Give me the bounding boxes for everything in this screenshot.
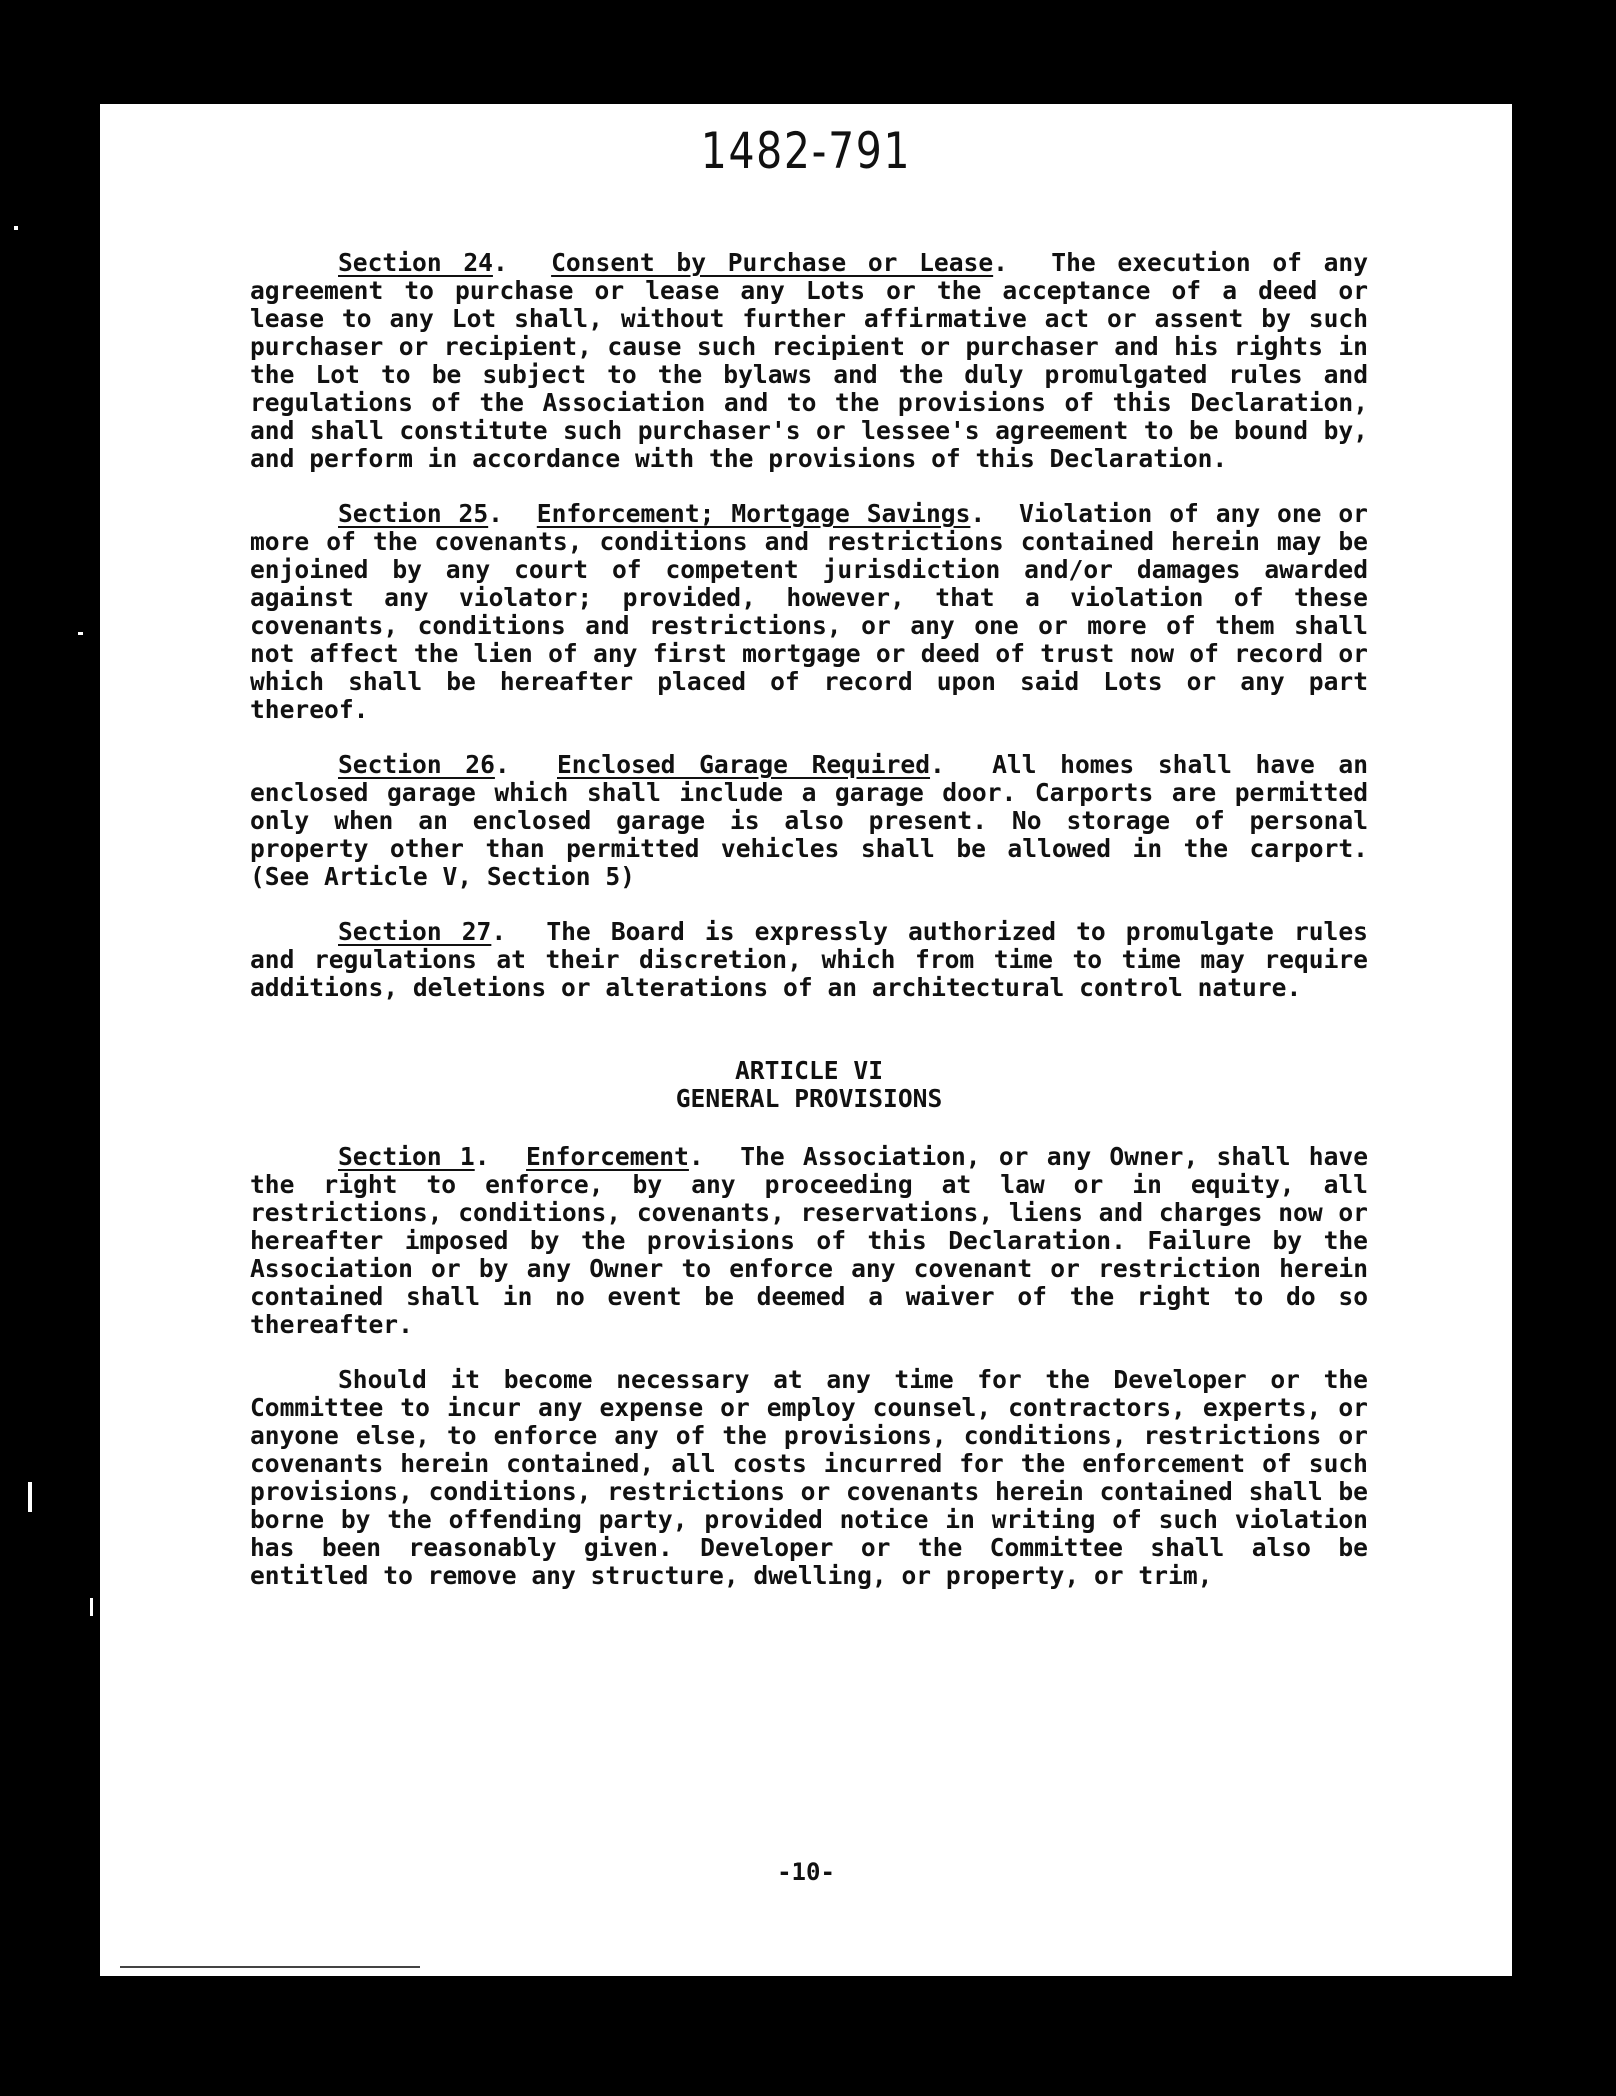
article-section-1-text: The Association, or any Owner, shall have the right to enforce, by any proceeding at law or in equity, all restrictions, conditions, covenants, reservations, liens and charges now or hereafter imposed by the provisions of this Declaration. Failure by the Association or by any Owner to enforce any covenant or restriction herein contained shall in no event be deemed a waiver of the right to do so thereafter. <box>250 1142 1369 1339</box>
section-24-text: The execution of any agreement to purchase or lease any Lots or the acceptance of a deed or lease to any Lot shall, without further affirmative act or assent by such purchaser or recipient, cause such recipient or purchaser and his rights in the Lot to be subject to the bylaws and the duly promulgated rules and regulations of the Association and to the provisions of this Declaration, and shall constitute such purchaser's or lessee's agreement to be bound by, and perform in accordance with the provisions of this Declaration. <box>250 248 1369 473</box>
document-body <box>250 249 1368 1617</box>
section-25-text: Violation of any one or more of the covenants, conditions and restrictions contained herein may be enjoined by any court of competent jurisdiction and/or damages awarded against any violator; provided, however, that a violation of these covenants, conditions and restrictions, or any one or more of them shall not affect the lien of any first mortgage or deed of trust now of record or which shall be hereafter placed of record upon said Lots or any part thereof. <box>250 499 1368 724</box>
scan-speck <box>78 632 83 635</box>
section-26-text: All homes shall have an enclosed garage which shall include a garage door. Carports are permitted only when an enclosed garage is also present. No storage of personal property other than permitted vehicles shall be allowed in the carport. (See Article V, Section 5) <box>250 750 1369 891</box>
section-24-title: Consent by Purchase or Lease <box>551 248 994 277</box>
section-24-paragraph: Section 24. Consent by Purchase or Lease. The execution of any agreement to purchase or lease any Lots or the acceptance of a deed or lease to any Lot shall, without further affirmative act or assent by such purchaser or recipient, cause such recipient or purchaser and his rights in the Lot to be subject to the bylaws and the duly promulgated rules and regulations of the Association and to the provisions of this Declaration, and shall constitute such purchaser's or lessee's agreement to be bound by, and perform in accordance with the provisions of this Declaration. <box>250 248 1369 473</box>
page-number: -10- <box>777 1858 835 1886</box>
article-heading-block <box>250 1057 1368 1113</box>
article-paragraph-2 <box>250 1366 1368 1590</box>
section-25-paragraph: Section 25. Enforcement; Mortgage Savings. Violation of any one or more of the covenants, conditions and restrictions contained herein may be enjoined by any court of competent jurisdiction and/or damages awarded against any violator; provided, however, that a violation of these covenants, conditions and restrictions, or any one or more of them shall not affect the lien of any first mortgage or deed of trust now of record or which shall be hereafter placed of record upon said Lots or any part thereof. <box>250 499 1368 724</box>
section-26-title: Enclosed Garage Required <box>557 750 931 779</box>
section-27-number: Section 27 <box>338 917 492 946</box>
article-paragraph-2-text: Should it become necessary at any time for the Developer or the Committee to incur any expense or employ counsel, contractors, experts, or anyone else, to enforce any of the provisions, conditions, restrictions or covenants herein contained, all costs incurred for the enforcement of such provisions, conditions, restrictions or covenants herein contained shall be borne by the offending party, provided notice in writing of such violation has been reasonably given. Developer or the Committee shall also be entitled to remove any structure, dwelling, or property, or trim, <box>250 1365 1368 1590</box>
scan-speck <box>28 1482 32 1512</box>
article-section-1-paragraph: Section 1. Enforcement. The Association, or any Owner, shall have the right to enforce, by any proceeding at law or in equity, all restrictions, conditions, covenants, reservations, liens and charges now or hereafter imposed by the provisions of this Declaration. Failure by the Association or by any Owner to enforce any covenant or restriction herein contained shall in no event be deemed a waiver of the right to do so thereafter. <box>250 1142 1369 1339</box>
article-subheading: GENERAL PROVISIONS <box>675 1084 943 1113</box>
section-27-paragraph: Section 27. The Board is expressly authorized to promulgate rules and regulations at their discretion, which from time to time may require additions, deletions or alterations of an architectural control nature. <box>250 917 1368 1002</box>
section-25-number: Section 25 <box>338 499 489 528</box>
section-27-text: The Board is expressly authorized to promulgate rules and regulations at their discretion, which from time to time may require additions, deletions or alterations of an architectural control nature. <box>250 917 1368 1002</box>
article-section-1-title: Enforcement <box>526 1142 689 1171</box>
section-26-number: Section 26 <box>338 750 495 779</box>
scan-speck <box>90 1598 93 1616</box>
recording-stamp-number: 1482-791 <box>700 122 912 180</box>
section-24-number: Section 24 <box>338 248 493 277</box>
document-page <box>100 104 1512 1976</box>
scan-speck <box>14 226 18 230</box>
article-heading: ARTICLE VI <box>734 1056 884 1085</box>
scan-artifact-line <box>120 1966 420 1968</box>
section-25-title: Enforcement; Mortgage Savings <box>536 499 971 528</box>
section-26-paragraph: Section 26. Enclosed Garage Required. All homes shall have an enclosed garage which shall include a garage door. Carports are permitted only when an enclosed garage is also present. No storage of personal property other than permitted vehicles shall be allowed in the carport. (See Article V, Section 5) <box>250 750 1369 891</box>
article-section-1-number: Section 1 <box>338 1142 475 1171</box>
